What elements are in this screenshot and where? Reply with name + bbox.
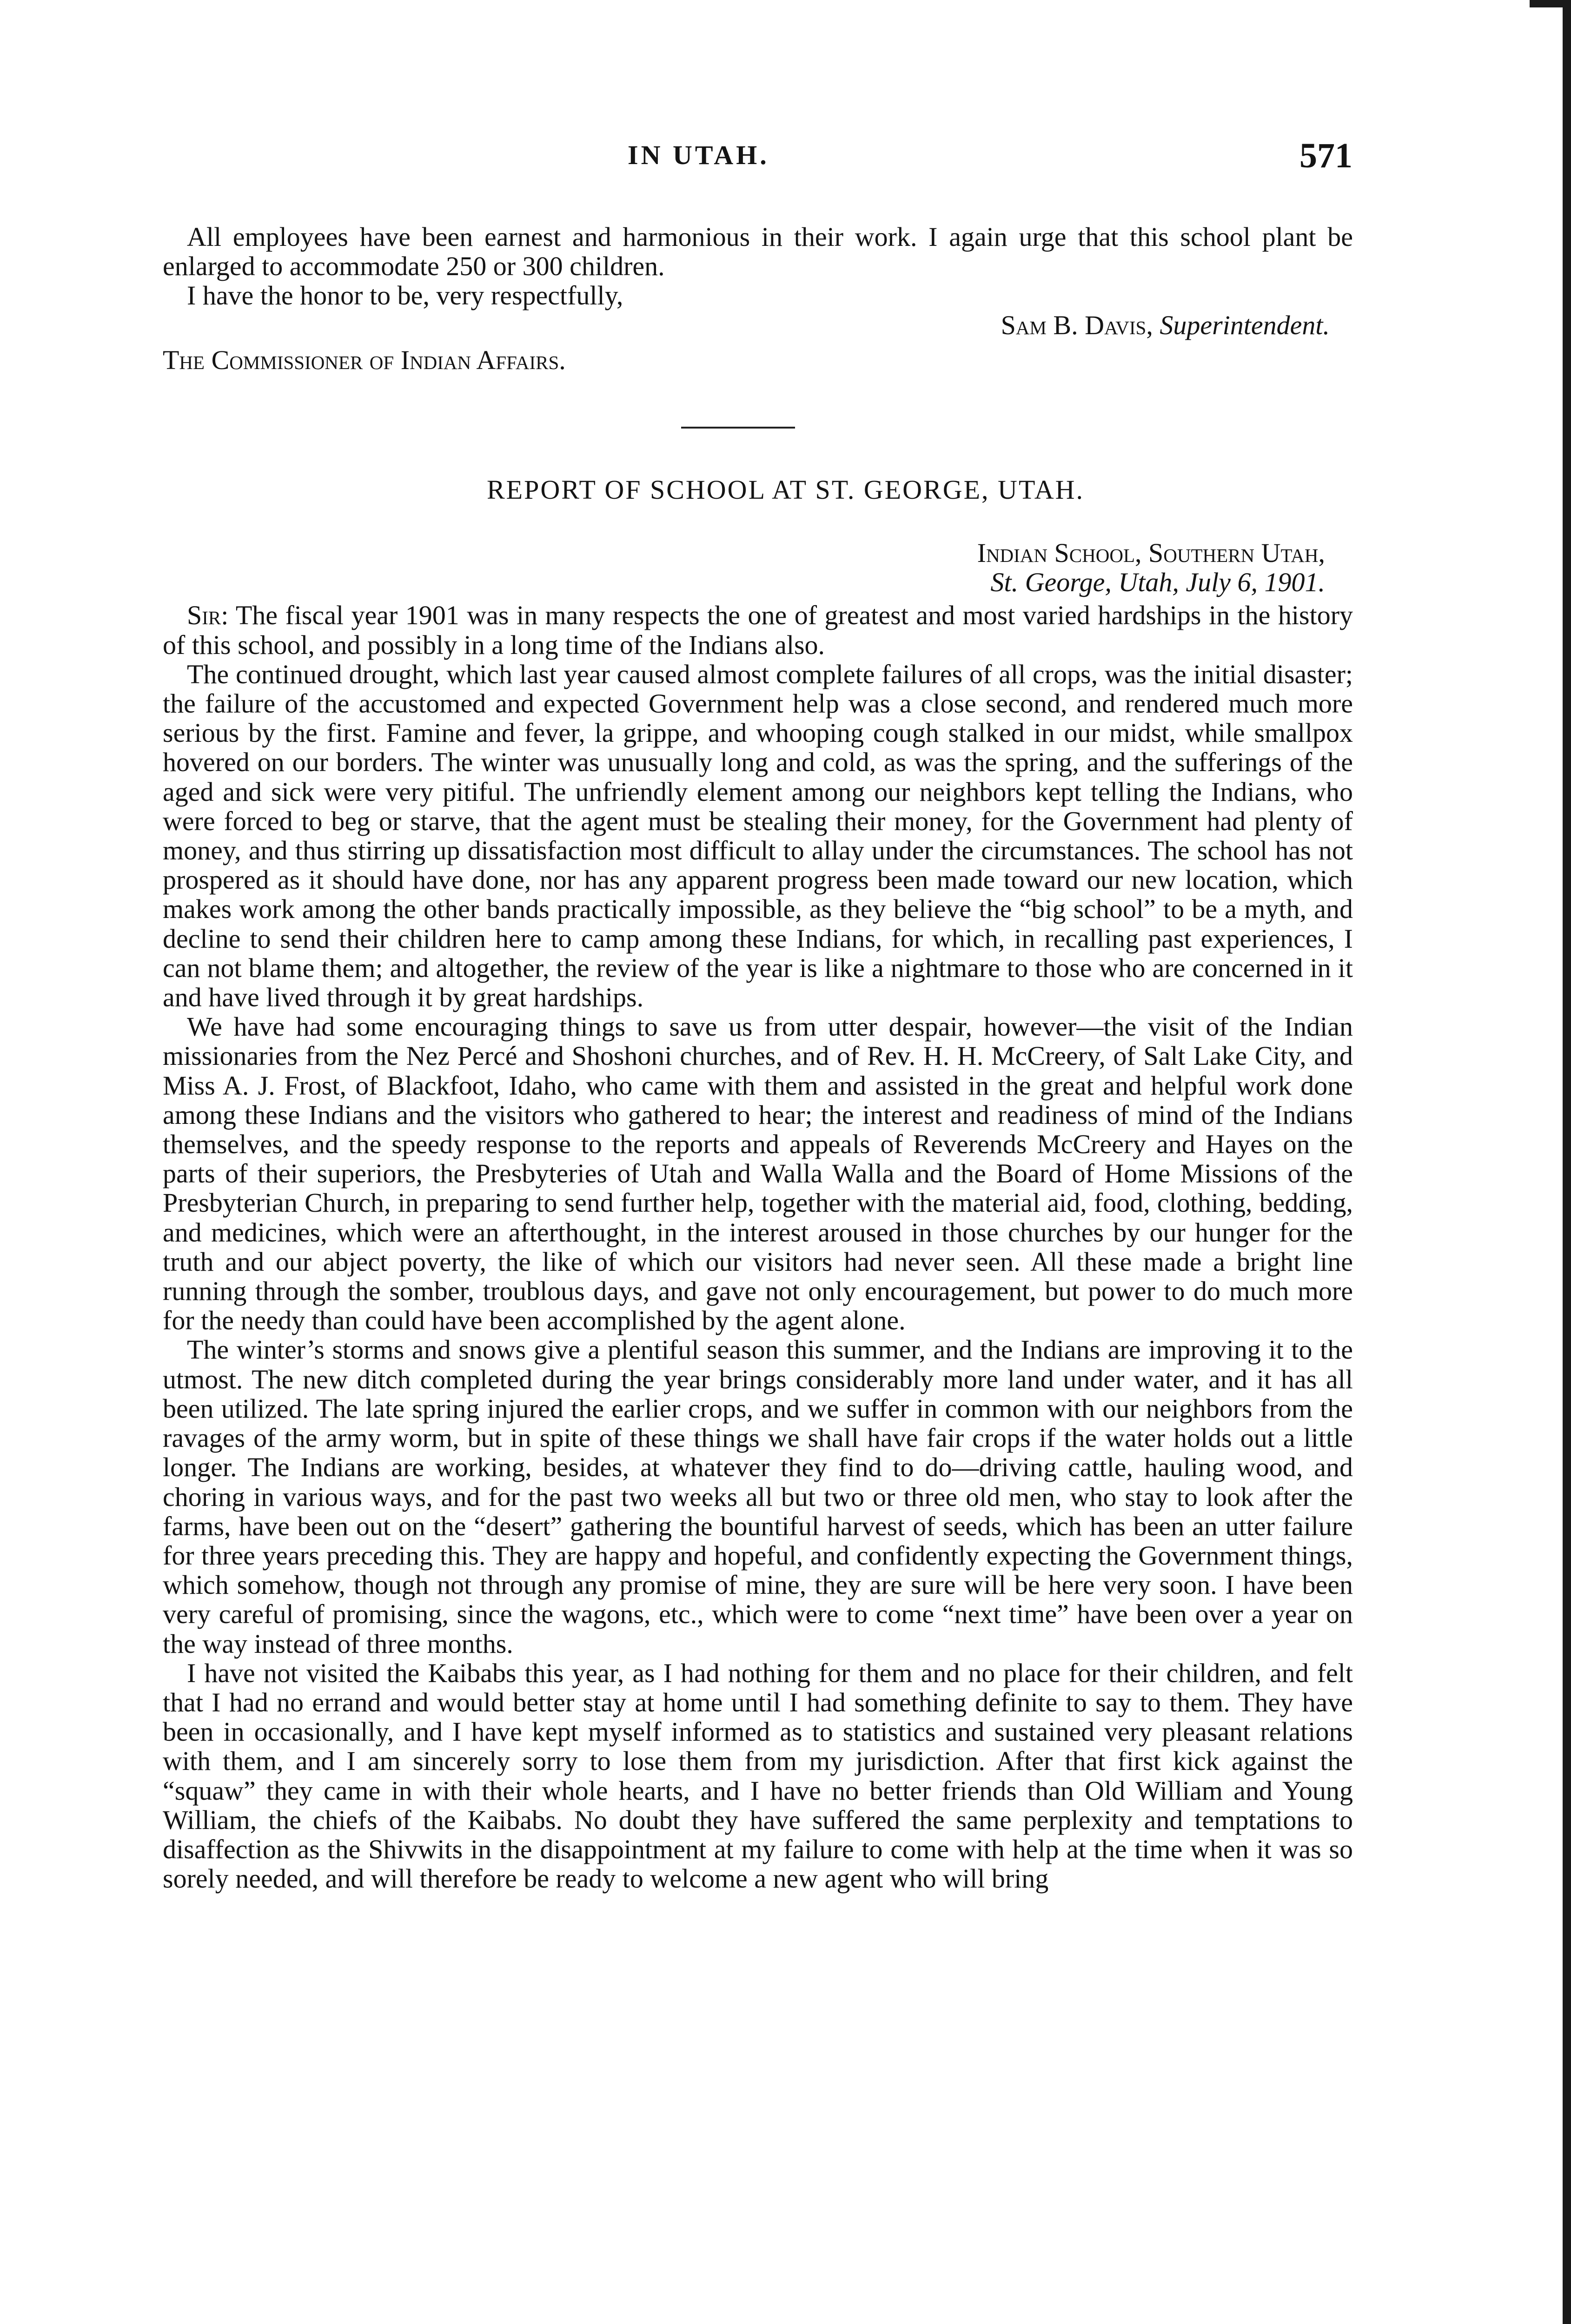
signature (163, 310, 1353, 340)
salutation: Sir: (187, 600, 229, 631)
report-title: REPORT OF SCHOOL AT ST. GEORGE, UTAH. (486, 475, 1085, 505)
dateline-line1: Indian School, Southern Utah, (977, 538, 1325, 568)
running-head: IN UTAH. (628, 140, 769, 170)
addressee: The Commissioner of Indian Affairs. (163, 344, 566, 375)
report-paragraph-5: I have not visited the Kaibabs this year, as I had nothing for them and no place for their children, and felt that I had no errand and would better stay at home until I had something definite to say to them. They have been in occasionally, and I have kept myself informed as to statistics and sustained very pleasant relations with them, and I am sincerely sorry to lose them from my jurisdiction. After that first kick against the “squaw” they came in with their whole hearts, and I have no better friends than Old William and Young William, the chiefs of the Kaibabs. No doubt they have suffered the same perplexity and temptations to disaffection as the Shivwits in the disappointment at my failure to come with help at the time when it was so sorely needed, and will therefore be ready to welcome a new agent who will bring (163, 1657, 1353, 1894)
section-divider (681, 427, 795, 429)
page-number: 571 (1299, 136, 1352, 175)
report-paragraph-3: We have had some encouraging things to save us from utter despair, however—the visit of the Indian missionaries from the Nez Percé and Shoshoni churches, and of Rev. H. H. McCreery, of Salt Lake City, and Miss A. J. Frost, of Blackfoot, Idaho, who came with them and assisted in the great and helpful work done among these Indians and the visitors who gathered to hear; the interest and readiness of mind of the Indians themselves, and the speedy response to the reports and appeals of Reverends McCreery and Hayes on the parts of their superiors, the Presbyteries of Utah and Walla Walla and the Board of Home Missions of the Presbyterian Church, in preparing to send further help, together with the material aid, food, clothing, bedding, and medicines, which were an afterthought, in the interest aroused in those churches by our hunger for the truth and our abject poverty, the like of which our visitors had never seen. All these made a bright line running through the somber, troublous days, and gave not only encouragement, but power to do much more for the needy than could have been accomplished by the agent alone. (163, 1011, 1353, 1336)
report-paragraph-4: The winter’s storms and snows give a plentiful season this summer, and the Indians are improving it to the utmost. The new ditch completed during the year brings considerably more land under water, and it has all been utilized. The late spring injured the earlier crops, and we suffer in common with our neighbors from the ravages of the army worm, but in spite of these things we shall have fair crops if the water holds out a little longer. The Indians are working, besides, at whatever they find to do—driving cattle, hauling wood, and choring in various ways, and for the past two weeks all but two or three old men, who stay to look after the farms, have been out on the “desert” gathering the bountiful harvest of seeds, which has been an utter failure for three years preceding this. They are happy and hopeful, and confidently expecting the Government things, which somehow, though not through any promise of mine, they are sure will be here very soon. I have been very careful of promising, since the wagons, etc., which were to come “next time” have been over a year on the way instead of three months. (163, 1334, 1353, 1659)
report-paragraph-1: Sir: The fiscal year 1901 was in many respects the one of greatest and most varied hardships in the history of this school, and possibly in a long time of the Indians also. (163, 600, 1353, 660)
letter-close (163, 222, 1353, 375)
signatory-name: Sam B. Davis, (1001, 310, 1153, 340)
report-paragraph-2: The continued drought, which last year caused almost complete failures of all crops, was the initial disaster; the failure of the accustomed and expected Government help was a close second, and rendered much more serious by the first. Famine and fever, la grippe, and whooping cough stalked in our midst, while smallpox hovered on our borders. The winter was unusually long and cold, as was the spring, and the sufferings of the aged and sick were very pitiful. The unfriendly element among our neighbors kept telling the Indians, who were forced to beg or starve, that the agent must be stealing their money, for the Government had plenty of money, and thus stirring up dissatisfaction most difficult to allay under the circumstances. The school has not prospered as it should have done, nor has any apparent progress been made toward our new location, which makes work among the other bands practically impossible, as they believe the “big school” to be a myth, and decline to send their children here to camp among these Indians, for which, in recalling past experiences, I can not blame them; and altogether, the review of the year is like a nightmare to those who are concerned in it and have lived through it by great hardships. (163, 659, 1353, 1013)
closing-line: I have the honor to be, very respectfully, (187, 280, 623, 311)
scan-edge-right (1563, 0, 1571, 2324)
report-body (163, 538, 1353, 1893)
closing-paragraph: All employees have been earnest and harmonious in their work. I again urge that this school plant be enlarged to accommodate 250 or 300 children. (163, 222, 1353, 282)
signatory-title: Superintendent. (1160, 310, 1330, 340)
scan-edge-top (1530, 0, 1571, 7)
dateline-line2: St. George, Utah, July 6, 1901. (990, 567, 1325, 598)
